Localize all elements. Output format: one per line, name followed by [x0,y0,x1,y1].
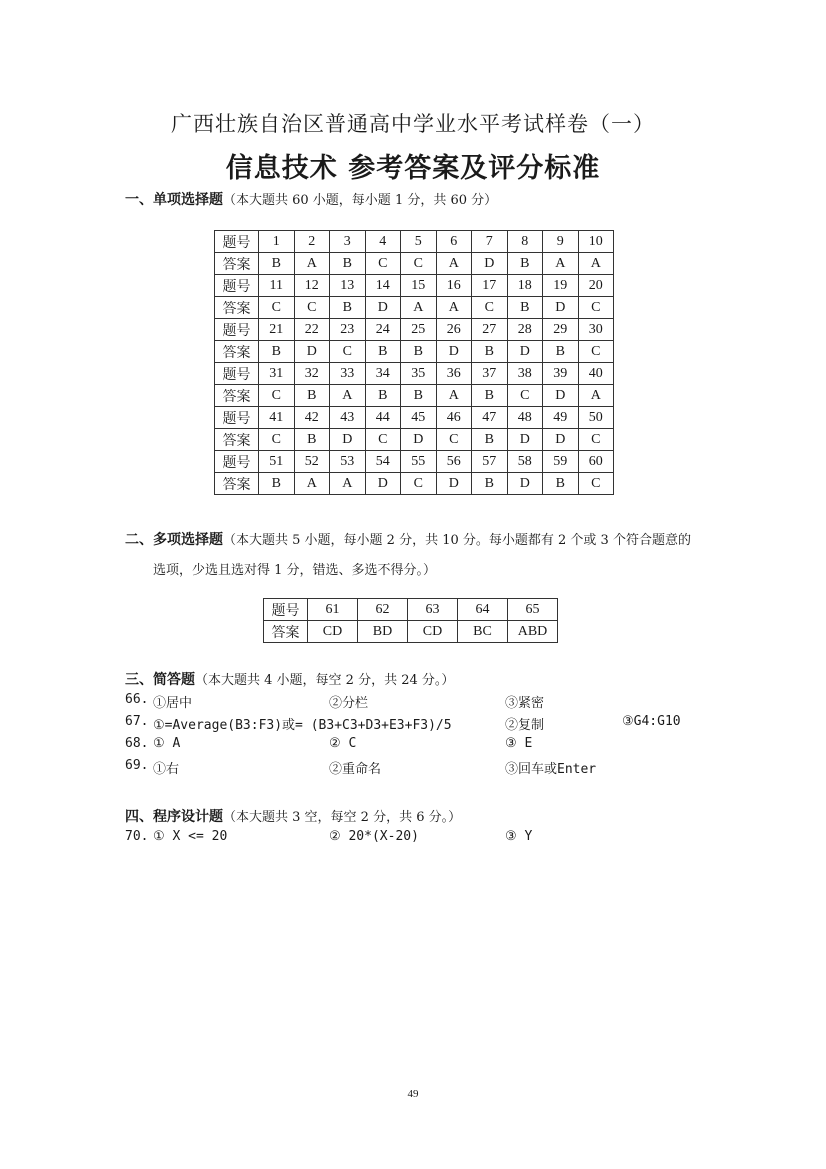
answer-cell: D [401,429,437,451]
question-number: 67. [125,714,149,729]
answer-blank-2: ②复制 [505,718,545,733]
question-number-cell: 18 [507,275,543,297]
answer-cell: BD [358,621,408,643]
question-number-cell: 38 [507,363,543,385]
answer-cell: C [401,473,437,495]
question-number-cell: 27 [472,319,508,341]
page-number: 49 [407,1088,419,1100]
question-number: 70. [125,829,149,844]
question-number-cell: 14 [365,275,401,297]
answer-cell: D [543,429,579,451]
question-number-cell: 40 [578,363,614,385]
question-number-cell: 48 [507,407,543,429]
question-number-cell: 56 [436,451,472,473]
answer-row [215,341,614,363]
answer-cell: C [578,341,614,363]
answer-cell: D [436,473,472,495]
answer-blank-1: ① A [153,736,181,751]
question-number-cell: 61 [308,599,358,621]
question-number-cell: 54 [365,451,401,473]
question-number-cell: 63 [408,599,458,621]
answer-row [215,297,614,319]
question-number-cell: 1 [259,231,295,253]
answer-cell: BC [458,621,508,643]
answer-cell: B [543,341,579,363]
answer-blank-3: ③ Y [505,829,533,844]
section2-note: （本大题共 5 小题，每小题 2 分，共 10 分。每小题都有 2 个或 3 个符合题意的 [223,533,691,548]
answer-row [215,473,614,495]
answer-row [264,621,558,643]
answer-blank-1: ① X <= 20 [153,829,228,844]
question-number-cell: 55 [401,451,437,473]
question-number-cell: 17 [472,275,508,297]
question-number-cell: 6 [436,231,472,253]
answer-blank-3: ③紧密 [505,696,545,711]
exam-title: 广西壮族自治区普通高中学业水平考试样卷（一） [171,112,655,136]
answer-cell: B [472,429,508,451]
question-number-row [215,231,614,253]
row-label-number: 题号 [215,451,259,473]
question-number-row [264,599,558,621]
answer-cell: C [259,385,295,407]
answer-blank-2: ②重命名 [329,762,382,777]
section3-note: （本大题共 4 小题，每空 2 分，共 24 分。） [195,673,455,688]
answer-cell: B [401,385,437,407]
question-number-cell: 42 [294,407,330,429]
question-number-cell: 22 [294,319,330,341]
answer-blank-2: ② 20*(X-20) [329,829,419,844]
row-label-answer: 答案 [215,429,259,451]
answer-cell: B [259,341,295,363]
row-label-number: 题号 [215,275,259,297]
answer-cell: C [365,253,401,275]
answer-blank-1: ①右 [153,762,180,777]
answer-blank-1: ①=Average(B3:F3)或= (B3+C3+D3+E3+F3)/5 [153,718,452,733]
question-number-cell: 43 [330,407,366,429]
answer-cell: C [578,473,614,495]
answer-blank-3: ③ E [505,736,533,751]
question-number-cell: 52 [294,451,330,473]
section3-heading [125,669,454,689]
answer-cell: B [365,341,401,363]
question-number-row [215,407,614,429]
answer-cell: B [294,385,330,407]
question-number-cell: 25 [401,319,437,341]
question-number-cell: 33 [330,363,366,385]
question-number-cell: 64 [458,599,508,621]
question-number-cell: 15 [401,275,437,297]
answer-row [215,429,614,451]
question-number-cell: 53 [330,451,366,473]
section1-label: 一、单项选择题 [125,192,223,208]
answer-cell: C [578,429,614,451]
answer-cell: D [507,341,543,363]
question-number-cell: 31 [259,363,295,385]
answer-cell: B [543,473,579,495]
document-title: 信息技术 参考答案及评分标准 [225,153,601,184]
answer-cell: A [578,253,614,275]
answer-cell: C [507,385,543,407]
answer-cell: C [330,341,366,363]
answer-cell: B [401,341,437,363]
question-number-cell: 57 [472,451,508,473]
answer-cell: A [330,385,366,407]
question-number-cell: 5 [401,231,437,253]
answer-cell: CD [308,621,358,643]
answer-cell: B [259,253,295,275]
question-number-cell: 36 [436,363,472,385]
question-number-cell: 46 [436,407,472,429]
answer-cell: C [578,297,614,319]
row-label-answer: 答案 [215,341,259,363]
answer-cell: C [259,429,295,451]
answer-cell: D [507,429,543,451]
question-number-cell: 19 [543,275,579,297]
question-number-cell: 23 [330,319,366,341]
question-number-cell: 28 [507,319,543,341]
question-number-cell: 16 [436,275,472,297]
question-number-cell: 65 [508,599,558,621]
question-number-cell: 62 [358,599,408,621]
answer-cell: B [472,341,508,363]
question-number-cell: 35 [401,363,437,385]
answer-cell: B [330,297,366,319]
answer-blank-1: ①居中 [153,696,193,711]
answer-cell: D [543,297,579,319]
row-label-answer: 答案 [215,297,259,319]
answer-cell: C [436,429,472,451]
question-number-cell: 10 [578,231,614,253]
answer-cell: A [543,253,579,275]
answer-cell: D [294,341,330,363]
answer-cell: C [365,429,401,451]
section4-note: （本大题共 3 空，每空 2 分，共 6 分。） [223,810,462,825]
answer-cell: D [436,341,472,363]
answer-cell: B [330,253,366,275]
question-number-cell: 26 [436,319,472,341]
answer-cell: D [507,473,543,495]
question-number-cell: 59 [543,451,579,473]
answer-cell: B [472,385,508,407]
question-number: 66. [125,692,149,707]
question-number-cell: 41 [259,407,295,429]
answer-cell: D [365,297,401,319]
answer-cell: C [259,297,295,319]
answer-blank-2: ② C [329,736,357,751]
section2-note-continued: 选项，少选且选对得 1 分，错选、多选不得分。） [153,563,437,578]
row-label-number: 题号 [215,407,259,429]
question-number-cell: 45 [401,407,437,429]
answer-cell: D [543,385,579,407]
question-number-cell: 47 [472,407,508,429]
multi-choice-answer-table [263,598,558,643]
row-label-number: 题号 [215,319,259,341]
answer-row [215,253,614,275]
row-label-answer: 答案 [215,473,259,495]
question-number-cell: 34 [365,363,401,385]
answer-cell: C [472,297,508,319]
question-number-cell: 30 [578,319,614,341]
question-number-row [215,451,614,473]
question-number-cell: 29 [543,319,579,341]
answer-cell: A [294,473,330,495]
answer-cell: A [436,253,472,275]
question-number-cell: 3 [330,231,366,253]
question-number-cell: 24 [365,319,401,341]
question-number-cell: 8 [507,231,543,253]
question-number-cell: 11 [259,275,295,297]
answer-cell: A [330,473,366,495]
row-label-number: 题号 [215,231,259,253]
section2-label: 二、多项选择题 [125,532,223,548]
answer-cell: A [436,385,472,407]
question-number-cell: 4 [365,231,401,253]
question-number-cell: 32 [294,363,330,385]
answer-blank-3: ③回车或Enter [505,762,597,777]
answer-cell: A [578,385,614,407]
question-number-cell: 60 [578,451,614,473]
answer-cell: A [401,297,437,319]
section3-label: 三、简答题 [125,672,195,688]
question-number-cell: 50 [578,407,614,429]
question-number-cell: 12 [294,275,330,297]
question-number-row [215,275,614,297]
answer-blank-3: ③G4:G10 [622,714,681,729]
row-label-number: 题号 [264,599,308,621]
answer-cell: CD [408,621,458,643]
answer-cell: A [294,253,330,275]
question-number-row [215,363,614,385]
question-number-cell: 20 [578,275,614,297]
answer-cell: C [294,297,330,319]
question-number: 69. [125,758,149,773]
question-number-cell: 2 [294,231,330,253]
answer-cell: A [436,297,472,319]
answer-blank-2: ②分栏 [329,696,369,711]
question-number-cell: 51 [259,451,295,473]
answer-cell: B [507,253,543,275]
question-number-row [215,319,614,341]
question-number-cell: 39 [543,363,579,385]
section1-note: （本大题共 60 小题，每小题 1 分，共 60 分） [223,193,498,208]
answer-cell: B [259,473,295,495]
answer-cell: D [472,253,508,275]
question-number-cell: 49 [543,407,579,429]
answer-cell: B [365,385,401,407]
section4-heading [125,806,461,826]
section4-label: 四、程序设计题 [125,809,223,825]
answer-cell: C [401,253,437,275]
answer-cell: D [330,429,366,451]
answer-cell: B [294,429,330,451]
question-number-cell: 9 [543,231,579,253]
question-number-cell: 7 [472,231,508,253]
answer-cell: ABD [508,621,558,643]
section2-heading [125,529,691,549]
question-number-cell: 58 [507,451,543,473]
row-label-answer: 答案 [215,385,259,407]
section1-heading [125,189,497,209]
answer-row [215,385,614,407]
row-label-answer: 答案 [264,621,308,643]
answer-cell: B [507,297,543,319]
single-choice-answer-table [214,230,614,495]
row-label-number: 题号 [215,363,259,385]
answer-cell: D [365,473,401,495]
question-number-cell: 37 [472,363,508,385]
answer-cell: B [472,473,508,495]
question-number-cell: 13 [330,275,366,297]
question-number-cell: 44 [365,407,401,429]
row-label-answer: 答案 [215,253,259,275]
question-number-cell: 21 [259,319,295,341]
question-number: 68. [125,736,149,751]
